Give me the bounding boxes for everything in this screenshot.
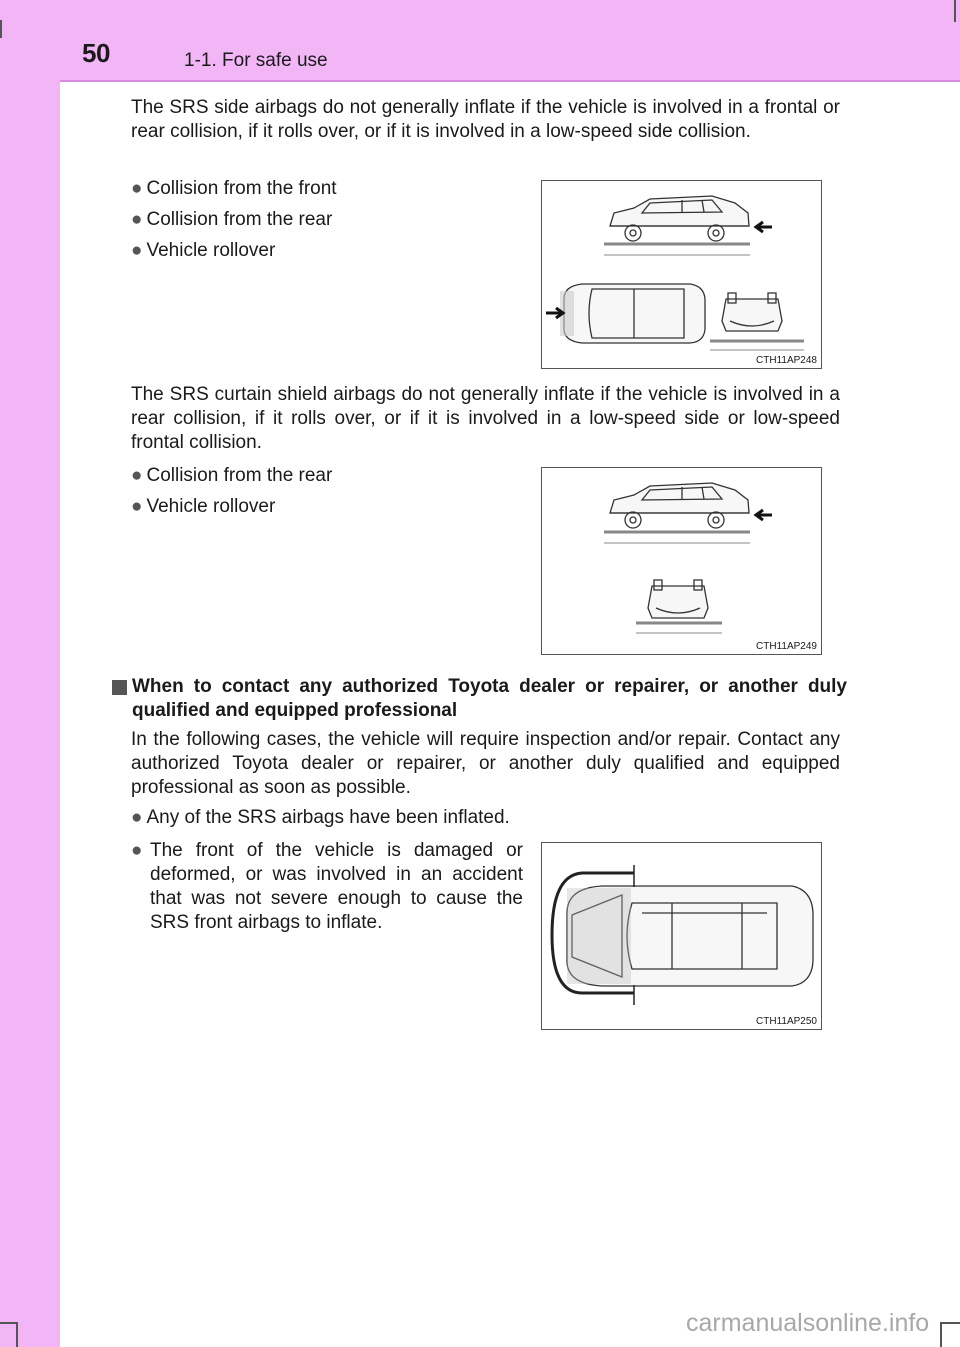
crop-mark [940, 1322, 960, 1324]
header-rule [60, 80, 960, 82]
heading-square-icon [112, 680, 127, 695]
crop-mark [0, 20, 2, 38]
section-title: 1-1. For safe use [184, 50, 328, 71]
bullet-dot-icon: ● [131, 496, 143, 517]
figure-side-airbag-exceptions [541, 180, 822, 369]
side-bullet-front: ● Collision from the front [131, 178, 337, 199]
car-side-view-icon [610, 483, 749, 528]
figure-drawing [542, 468, 821, 654]
page-number: 50 [82, 38, 110, 68]
bullet-dot-icon: ● [131, 840, 143, 861]
damage-zone [567, 888, 631, 984]
watermark: carmanualsonline.info [686, 1309, 930, 1337]
car-rollover-icon [722, 293, 782, 331]
crop-mark [954, 0, 956, 22]
side-airbags-intro: The SRS side airbags do not generally inflate if the vehicle is involved in a frontal or rear collision, if it rolls over, or if it is involved in a low-speed side collision. [131, 97, 840, 142]
bullet-dot-icon: ● [131, 178, 143, 199]
figure-curtain-airbag-exceptions [541, 467, 822, 655]
curtain-airbags-intro: The SRS curtain shield airbags do not generally inflate if the vehicle is involved in a rear collision, if it rolls over, or if it is involved in a low-speed side or low-speed frontal collision. [131, 384, 840, 453]
car-top-view-icon [564, 284, 705, 343]
figure-code: CTH11AP249 [756, 641, 817, 652]
crop-mark [16, 1324, 18, 1347]
crop-mark [940, 1324, 942, 1347]
car-side-view-icon [610, 196, 749, 241]
side-bullet-rollover: ● Vehicle rollover [131, 240, 276, 261]
curtain-bullet-rollover: ● Vehicle rollover [131, 496, 276, 517]
car-rollover-icon [648, 580, 708, 618]
side-bullet-rear: ● Collision from the rear [131, 209, 333, 230]
contact-bullet-front-damage: ● The front of the vehicle is damaged or deformed, or was involved in an accident that was not severe enough to cause the SRS front airbags to inflate. [131, 840, 523, 933]
bullet-dot-icon: ● [131, 465, 143, 486]
bullet-dot-icon: ● [131, 807, 143, 828]
arrow-right-icon [546, 308, 563, 318]
figure-drawing [542, 843, 821, 1029]
arrow-left-icon [756, 222, 772, 232]
figure-code: CTH11AP250 [756, 1016, 817, 1027]
figure-front-damage [541, 842, 822, 1030]
contact-bullet-inflated: ● Any of the SRS airbags have been inflated. [131, 807, 510, 828]
bullet-dot-icon: ● [131, 240, 143, 261]
side-color-strip [0, 0, 60, 1347]
contact-intro: In the following cases, the vehicle will require inspection and/or repair. Contact any authorized Toyota dealer or repairer, or another duly qualified and equipped professional as soon as possible. [131, 729, 840, 798]
arrow-left-icon [756, 510, 772, 520]
contact-heading: When to contact any authorized Toyota dealer or repairer, or another duly qualified and equipped professional [112, 675, 847, 723]
figure-drawing [542, 181, 821, 368]
bullet-dot-icon: ● [131, 209, 143, 230]
curtain-bullet-rear: ● Collision from the rear [131, 465, 333, 486]
figure-code: CTH11AP248 [756, 355, 817, 366]
